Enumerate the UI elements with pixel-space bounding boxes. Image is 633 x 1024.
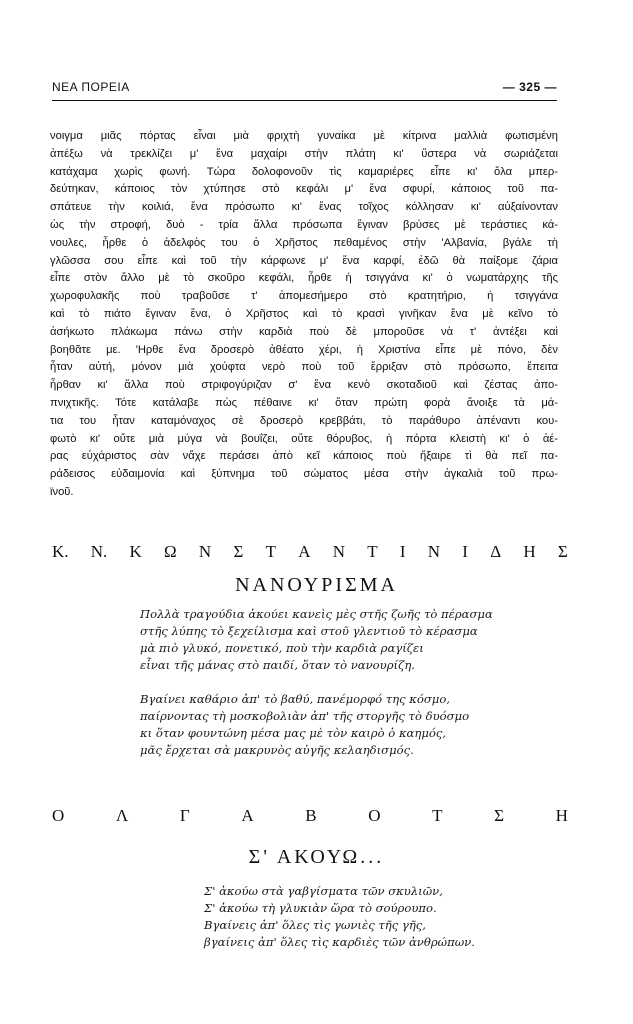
prose-line: ϊνοῦ. xyxy=(50,485,74,498)
author-letter: Ι xyxy=(399,542,406,561)
prose-line: ἦταν αὐτή, μόνον μιὰ χούφτα νερὸ ποὺ τοῦ ἔρριξαν στὸ πρόσωπο, ἔπειτα xyxy=(50,361,558,374)
author-letter: Ν xyxy=(332,542,345,561)
prose-line: τια του ἦταν καταμόναχος σὲ δροσερὸ κρεββάτι, τὸ παράθυρο ἀπέναντι κου- xyxy=(50,414,558,427)
poem-title-nanourisma: ΝΑΝΟΥΡΙΣΜΑ xyxy=(235,574,398,596)
prose-line: ἀσήκωτο πλάκωμα πάνω στὴν καρδιὰ ποὺ δὲ μποροῦσε νὰ τ' ἀντέξει καὶ xyxy=(50,325,558,338)
poem-nanourisma xyxy=(140,606,570,759)
prose-line: κατάχαμα χωρὶς φωνή. Τώρα δολοφονοῦν τὶς καμαριέρες εἶπε κι' ὅλα μπερ- xyxy=(50,165,558,178)
prose-line: εἶπε στὸν ἄλλο μὲ τὸ σκοῦρο κεφάλι, ἦρθε ἡ τσιγγάνα κι' ὁ νωματάρχης τῆς xyxy=(50,272,558,285)
author-letter: Τ xyxy=(432,806,443,825)
verse-line: Σ' ἀκούω τὴ γλυκιὰν ὥρα τὸ σούρουπο. xyxy=(204,901,437,915)
prose-line: ρας εὐχάριστος σὰν νἄχε περάσει ἀπὸ κεῖ κάποιος ποὺ ἤξαιρε τὶ θὰ πεῖ πα- xyxy=(50,450,558,463)
prose-line: δεύτηκαν, κάποιος τὸν χτύπησε στὸ κεφάλι μ' ἕνα σφυρί, κάποιος τοῦ πα- xyxy=(50,183,558,196)
verse-line: στῆς λύπης τὸ ξεχείλισμα καὶ στοῦ γλεντιοῦ τὸ κέρασμα xyxy=(140,624,478,638)
prose-line: καὶ τὸ πιάτο ἔγιναν ἕνα, ὁ Χρῆστος καὶ τὸ κρασὶ γινῆκαν ἕνα μὲ κεῖνο τὸ xyxy=(50,307,558,320)
prose-line: πνιχτικῆς. Τότε κατάλαβε πὼς πέθαινε κι' ὅταν πρώτη φορὰ ἄνοιξε τὰ μά- xyxy=(50,396,558,409)
author-letter: Ι xyxy=(462,542,468,561)
prose-line: ράδεισος εὐδαιμονία καὶ ξύπνημα τοῦ σώματος μέσα στὴν ἀγκαλιὰ τοῦ πρω- xyxy=(50,468,558,481)
author-letter: Α xyxy=(241,806,254,825)
page-number: — 325 — xyxy=(502,80,557,94)
prose-line: ὡς τὴν στροφή, δυὸ - τρία ἄλλα πρόσωπα ἔγιναν βρύσες μὲ τεράστιες κά- xyxy=(50,218,558,231)
prose-text xyxy=(50,128,558,502)
author-letter: Ο xyxy=(368,806,381,825)
verse-line: παίρνοντας τὴ μοσκοβολιὰν ἀπ' τῆς στοργῆς τὸ δυόσμο xyxy=(140,709,470,723)
verse-line: κι ὅταν φουντώνη μέσα μας μὲ τὸν καιρὸ ὁ καημός, xyxy=(140,726,447,740)
prose-line: νουλες, ἦρθε ὁ ἀδελφὸς του ὁ Χρῆστος πεθαμένος στὴν 'Αλβανία, βγάλε τὴ xyxy=(50,236,558,249)
prose-line: ἀπέξω νὰ τρεκλίζει μ' ἕνα μαχαίρι στὴν πλάτη κι' ὕστερα νὰ σωριάζεται xyxy=(50,147,558,160)
poem-s-akouo xyxy=(204,883,534,951)
author-letter: Κ xyxy=(129,542,142,561)
author-letter: Β xyxy=(305,806,317,825)
stanza xyxy=(140,606,570,674)
author-letter: Σ xyxy=(557,542,568,561)
author-letter: Ν xyxy=(427,542,441,561)
author-letter: Σ xyxy=(233,542,244,561)
verse-line: Σ' ἀκούω στὰ γαβγίσματα τῶν σκυλιῶν, xyxy=(204,884,443,898)
author-letter: Η xyxy=(523,542,536,561)
author-letter: Τ xyxy=(367,542,378,561)
verse-line: μᾶς ἔρχεται σὰ μακρυνὸς αὐγῆς κελαηδισμός. xyxy=(140,743,414,757)
author-letter: Γ xyxy=(179,806,190,825)
stanza xyxy=(140,691,570,759)
author-letter: Ν xyxy=(198,542,212,561)
prose-line: φωτὸ κι' οὔτε μιὰ μύγα νὰ βουΐζει, οὔτε θόρυβος, ἡ πόρτα κλειστὴ κι' ὁ ἀέ- xyxy=(50,432,558,445)
author-name-konstantinidis xyxy=(52,542,568,562)
author-name-votsi xyxy=(52,806,568,826)
prose-line: βοηθᾶτε με. 'Ηρθε ἕνα δροσερὸ ἀθέατο χέρι, ἡ Χριστίνα εἶπε μὲ πόνο, δὲν xyxy=(50,343,558,356)
journal-title: ΝΕΑ ΠΟΡΕΙΑ xyxy=(52,80,130,94)
verse-line: Πολλὰ τραγούδια ἀκούει κανεὶς μὲς στῆς ζωῆς τὸ πέρασμα xyxy=(140,607,493,621)
author-letter: Δ xyxy=(490,542,502,561)
author-letter: Λ xyxy=(115,806,129,825)
author-letter: Α xyxy=(298,542,311,561)
prose-line: χωροφυλακῆς ποὺ τραβοῦσε τ' ἀπομεσήμερο στὸ κρατητήριο, ἡ τσιγγάνα xyxy=(50,290,558,303)
verse-line: βγαίνεις ἀπ' ὅλες τὶς καρδιὲς τῶν ἀνθρώπων. xyxy=(204,935,475,949)
prose-line: γλῶσσα σου εἶπε καὶ τοῦ τὴν κάρφωνε μ' ἕνα καρφί, ἐδῶ θὰ παίξομε ζάρια xyxy=(50,254,558,267)
verse-line: μὰ πιὸ γλυκό, πονετικό, ποὺ τὴν καρδιὰ ραγίζει xyxy=(140,641,424,655)
author-letter: Ν. xyxy=(90,542,108,561)
prose-line: ἦρθαν κι' ἄλλα ποὺ στριφογύριζαν σ' ἕνα κενὸ σκοταδιοῦ καὶ ζέστας ἀπο- xyxy=(50,379,558,392)
prose-line: νοιγμα μιᾶς πόρτας εἶναι μιὰ φριχτὴ γυναίκα μὲ κίτρινα μαλλιὰ φωτισμένη xyxy=(50,130,558,142)
author-letter: Σ xyxy=(494,806,505,825)
verse-line: Βγαίνει καθάριο ἀπ' τὸ βαθύ, πανέμορφό της κόσμο, xyxy=(140,692,450,706)
author-letter: Τ xyxy=(265,542,276,561)
header-rule xyxy=(52,100,557,101)
author-letter: Ο xyxy=(52,806,65,825)
author-letter: Ω xyxy=(164,542,177,561)
verse-line: εἶναι τῆς μάνας στὸ παιδί, ὅταν τὸ νανουρίζη. xyxy=(140,658,415,672)
poem-title-s-akouo: Σ' ΑΚΟΥΩ... xyxy=(248,846,385,868)
prose-line: σπάτευε τὴν κοιλιά, ἕνα πρόσωπο κι' ἕνας τοῖχος κόλλησαν κι' αὐξαίνονταν xyxy=(50,201,558,214)
author-letter: Η xyxy=(555,806,568,825)
author-letter: Κ. xyxy=(52,542,69,561)
verse-line: Βγαίνεις ἀπ' ὅλες τὶς γωνιὲς τῆς γῆς, xyxy=(204,918,426,932)
